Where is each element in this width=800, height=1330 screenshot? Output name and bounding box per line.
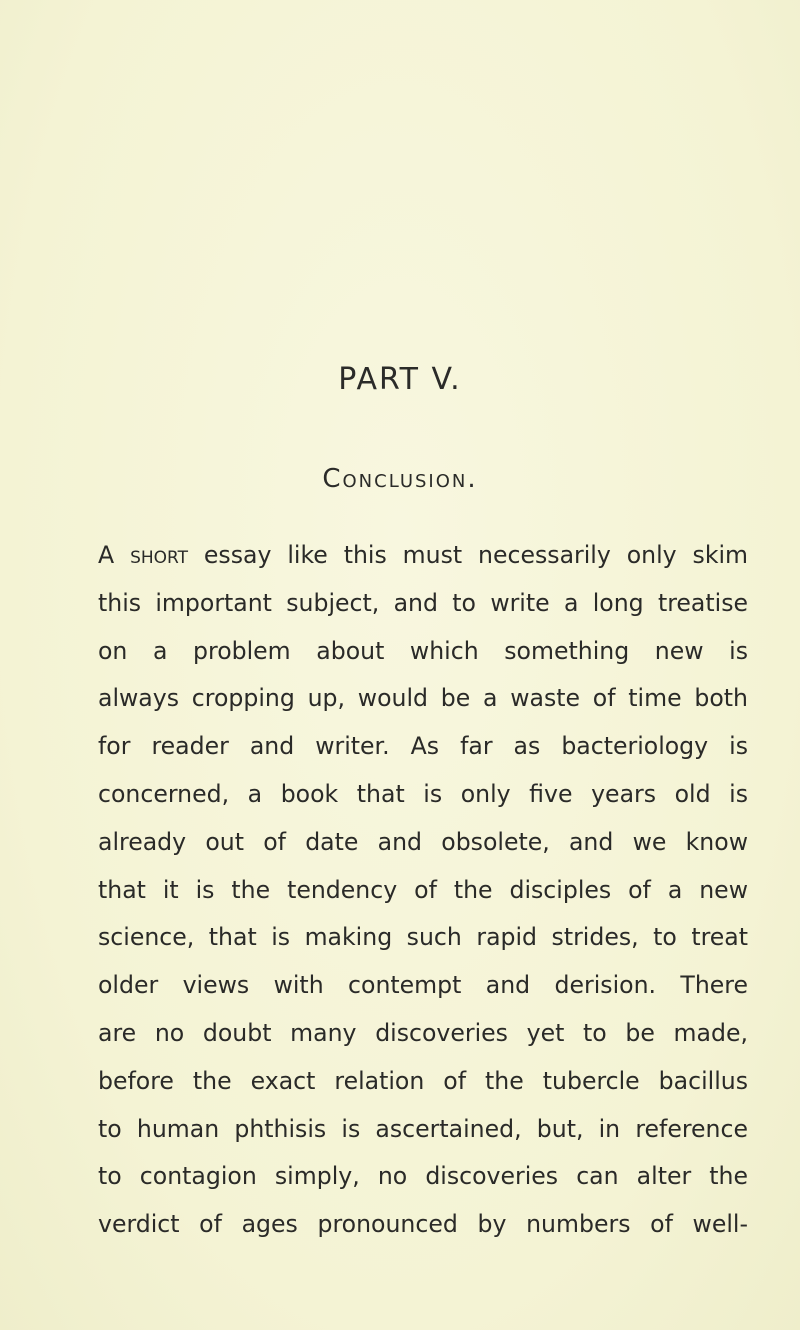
text-line: science, that is making such rapid strides, to treat	[98, 923, 748, 952]
text-line: verdict of ages pronounced by numbers of well-	[98, 1210, 748, 1239]
part-heading: PART V.	[338, 362, 462, 397]
text-line: before the exact relation of the tubercle bacillus	[98, 1066, 748, 1095]
first-word: A	[98, 541, 115, 569]
text-line	[98, 532, 748, 580]
text-line: for reader and writer. As far as bacteriology is	[98, 732, 748, 761]
text-line: that it is the tendency of the disciples of a new	[98, 875, 748, 904]
text-line: always cropping up, would be a waste of time both	[98, 684, 748, 713]
text-line: concerned, a book that is only five years old is	[98, 779, 748, 808]
text-line: to contagion simply, no discoveries can alter the	[98, 1162, 748, 1191]
text-line: older views with contempt and derision. There	[98, 971, 748, 1000]
first-smallcaps-word: short	[130, 541, 188, 569]
text-line: already out of date and obsolete, and we know	[98, 827, 748, 856]
text-line: this important subject, and to write a long treatise	[98, 588, 748, 617]
section-title: Conclusion.	[322, 464, 478, 494]
line-1-rest: essay like this must necessarily only skim	[203, 541, 749, 569]
text-line: are no doubt many discoveries yet to be made,	[98, 1018, 748, 1047]
body-text	[98, 532, 748, 1249]
text-line: on a problem about which something new is	[98, 636, 748, 665]
text-line: to human phthisis is ascertained, but, in reference	[98, 1114, 748, 1143]
